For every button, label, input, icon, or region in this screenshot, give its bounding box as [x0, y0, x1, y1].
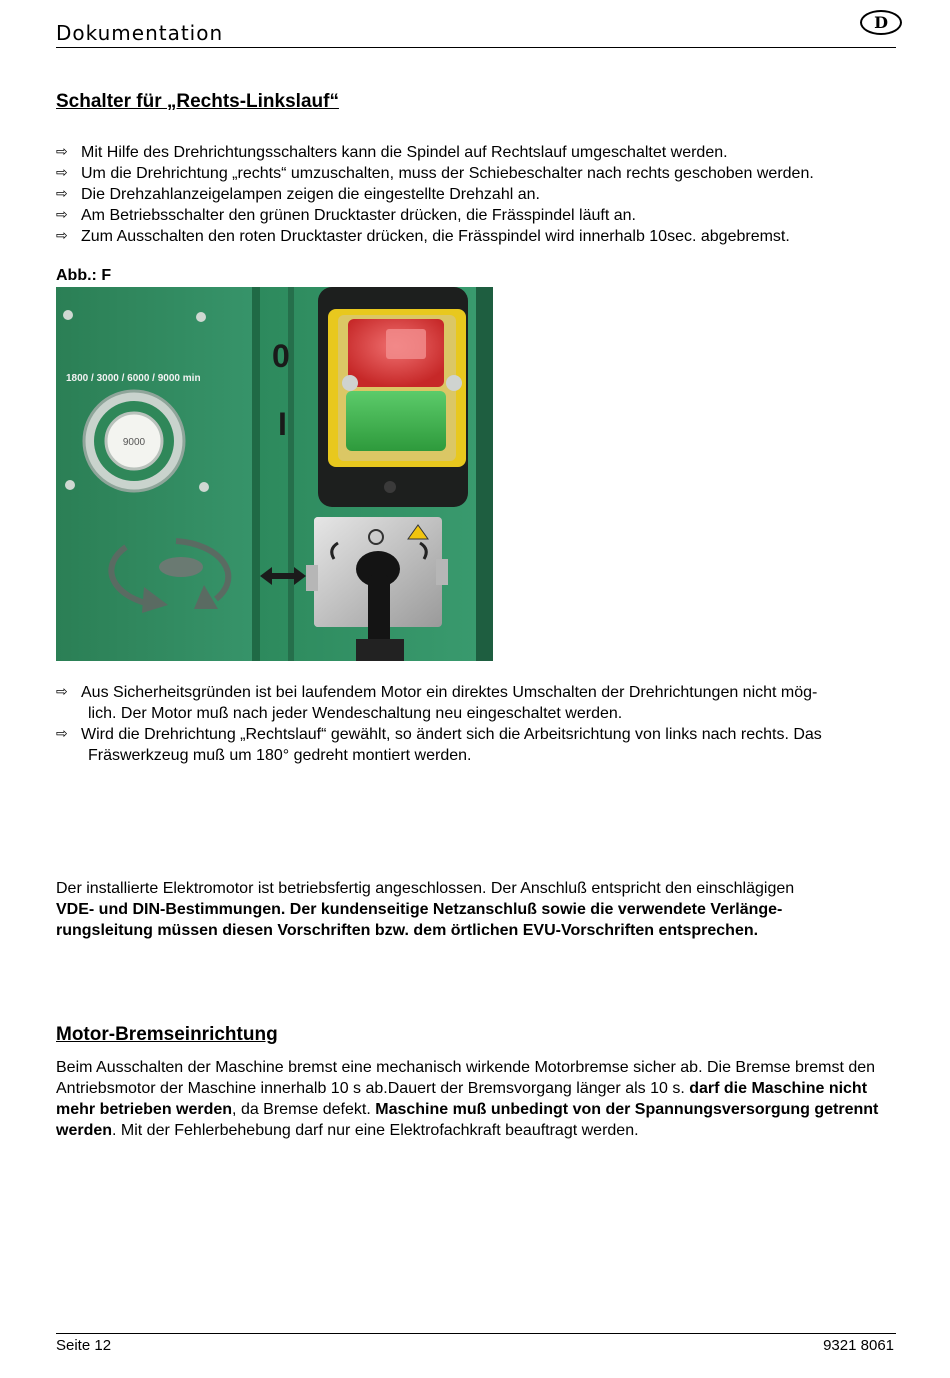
arrow-right-icon: ⇨ — [56, 726, 68, 742]
electrical-paragraph: Der installierte Elektromotor ist betriebsfertig angeschlossen. Der Anschluß entspricht den einschlägigen VDE- und DIN-Bestimmungen. Der kundenseitige Netzanschluß sowie die verwendete Verlänge-rungsleitung müssen diesen Vorschriften bzw. dem örtlichen EVU-Vorschriften entsprechen. — [56, 880, 795, 939]
on-symbol: I — [278, 406, 287, 442]
arrow-right-icon: ⇨ — [56, 207, 68, 223]
page-number: Seite 12 — [56, 1337, 112, 1354]
list-item: ⇨ Mit Hilfe des Drehrichtungsschalters kann die Spindel auf Rechtslauf umgeschaltet werden. — [56, 144, 728, 161]
speed-label: 1800 / 3000 / 6000 / 9000 min — [66, 373, 201, 384]
section-heading-direction-switch: Schalter für „Rechts-Linkslauf“ — [56, 91, 339, 112]
list-item: ⇨ Die Drehzahlanzeigelampen zeigen die eingestellte Drehzahl an. — [56, 186, 540, 203]
motor-brake-paragraph: Beim Ausschalten der Maschine bremst eine mechanisch wirkende Motorbremse sicher ab. Die Bremse bremst den Antriebsmotor der Maschine innerhalb 10 s ab.Dauert der Bremsvorgang länger als 10 s. darf die Maschine nicht mehr betrieben werden, da Bremse defekt. Maschine muß unbedingt von der Spannungsversorgung getrennt werden. Mit der Fehlerbehebung darf nur eine Elektrofachkraft beauftragt werden. — [56, 1059, 879, 1139]
footer-divider — [56, 1333, 896, 1334]
document-number: 9321 8061 — [823, 1337, 894, 1354]
dial-value: 9000 — [122, 437, 146, 448]
start-button — [346, 391, 446, 451]
list-item: ⇨ Am Betriebsschalter den grünen Drucktaster drücken, die Frässpindel läuft an. — [56, 207, 636, 224]
off-symbol: 0 — [272, 338, 290, 374]
safety-notes-list — [56, 682, 896, 766]
arrow-right-icon: ⇨ — [56, 165, 68, 181]
section-heading-motor-brake: Motor-Bremseinrichtung — [56, 1024, 278, 1045]
list-item: ⇨ Wird die Drehrichtung „Rechtslauf“ gewählt, so ändert sich die Arbeitsrichtung von links nach rechts. Das Fräswerkzeug muß um 180° gedreht montiert werden. — [56, 726, 822, 764]
arrow-right-icon: ⇨ — [56, 144, 68, 160]
list-item: ⇨ Um die Drehrichtung „rechts“ umzuschalten, muss der Schiebeschalter nach rechts geschoben werden. — [56, 165, 814, 182]
arrow-right-icon: ⇨ — [56, 186, 68, 202]
figure-label: Abb.: F — [56, 267, 112, 284]
header-divider — [56, 47, 896, 48]
machine-switch-photo — [56, 287, 493, 661]
instruction-list — [56, 142, 814, 247]
arrow-right-icon: ⇨ — [56, 228, 68, 244]
list-item: ⇨ Aus Sicherheitsgründen ist bei laufendem Motor ein direktes Umschalten der Drehrichtungen nicht mög- lich. Der Motor muß nach jeder Wendeschaltung neu eingeschaltet werden. — [56, 684, 818, 722]
page-header-title: Dokumentation — [56, 21, 224, 45]
list-item: ⇨ Zum Ausschalten den roten Drucktaster drücken, die Frässpindel wird innerhalb 10sec. abgebremst. — [56, 228, 790, 245]
arrow-right-icon: ⇨ — [56, 684, 68, 700]
language-badge: D — [860, 10, 902, 35]
